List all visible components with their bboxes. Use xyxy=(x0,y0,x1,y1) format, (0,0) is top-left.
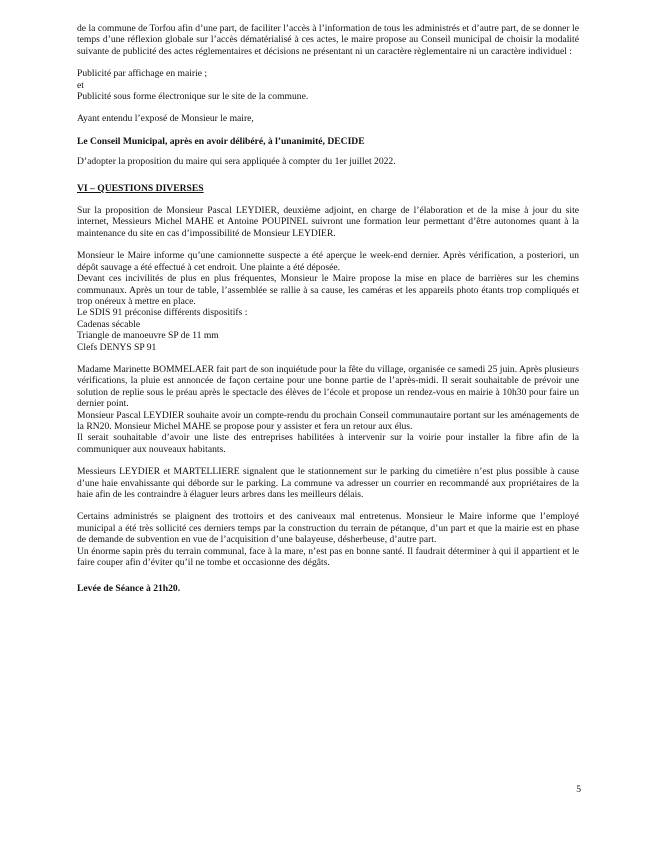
village-fete-paragraph: Madame Marinette BOMMELAER fait part de son inquiétude pour la fête du village, organisée ce samedi 25 juin. Après plusieurs vérifications, la pluie est annoncée de façon certaine pour une bonne partie de l’après-midi. Il serait souhaitable de prévoir une solution de replie sous le préau après le spectacle des élèves de l’école et propose un rendez-vous en mairie à 10h30 pour faire un dernier point. xyxy=(77,363,579,410)
page-number: 5 xyxy=(576,784,581,795)
sidewalks-paragraph: Certains administrés se plaignent des trottoirs et des caniveaux mal entretenus. Monsieur le Maire informe que l’employé municipal a été très sollicité ces derniers temps par la construction du terrain de pétanque, d’un part et que la mairie est en phase de demande de subvention en vue de l’acquisition d’une balayeuse, désherbeuse, d’autre part. xyxy=(77,511,579,546)
sdis-intro: Le SDIS 91 préconise différents dispositifs : xyxy=(77,307,248,319)
website-paragraph: Sur la proposition de Monsieur Pascal LEYDIER, deuxième adjoint, en charge de l’élaboration et de la mise à jour du site internet, Messieurs Michel MAHE et Antoine POUPINEL suivront une formation leur permettant d’être autonomes quant à la maintenance du site en cas d’impossibilité de Monsieur LEYDIER. xyxy=(77,205,579,239)
section-title: VI – QUESTIONS DIVERSES xyxy=(77,182,204,194)
fiber-paragraph: Il serait souhaitable d’avoir une liste des entreprises habilitées à intervenir sur la voirie pour installer la fibre afin de la communiquer aux nouveaux habitants. xyxy=(77,432,579,455)
rn20-paragraph: Monsieur Pascal LEYDIER souhaite avoir un compte-rendu du prochain Conseil communautaire portant sur les aménagements de la RN20. Monsieur Michel MAHE se propose pour y assister et fera un retour aux élus. xyxy=(77,409,579,432)
intro-paragraph: de la commune de Torfou afin d’une part, de faciliter l’accès à l’information de tous les administrés et d’autre part, de se donner le temps d’une réflexion globale sur l’accès dématérialisé à ces actes, le maire propose au Conseil municipal de choisir la modalité suivante de publicité des actes réglementaires et décisions ne présentant ni un caractère règlementaire ni un caractère individuel : xyxy=(77,23,579,57)
publicity-option-display: Publicité par affichage en mairie ; xyxy=(77,68,208,80)
adoption-statement: D’adopter la proposition du maire qui sera appliquée à compter du 1er juillet 2022. xyxy=(77,156,396,168)
hedge-paragraph: Messieurs LEYDIER et MARTELLIERE signalent que le stationnement sur le parking du cimetière n’est plus possible à cause d’une haie envahissante qui déborde sur le parking. La commune va adresser un courrier en recommandé aux propriétaires de la haie afin de les contraindre à élaguer leurs arbres dans les meilleurs délais. xyxy=(77,466,579,500)
device-item: Cadenas sécable xyxy=(77,318,141,330)
page-body xyxy=(77,23,579,595)
closing-line: Levée de Séance à 21h20. xyxy=(77,583,181,595)
device-item: Clefs DENYS SP 91 xyxy=(77,341,157,353)
council-decision: Le Conseil Municipal, après en avoir délibéré, à l’unanimité, DECIDE xyxy=(77,135,365,147)
publicity-option-electronic: Publicité sous forme électronique sur le site de la commune. xyxy=(77,91,309,103)
publicity-connector: et xyxy=(77,79,84,91)
van-paragraph: Monsieur le Maire informe qu’une camionnette suspecte a été aperçue le week-end dernier. Après vérification, a posteriori, un dépôt sauvage a été effectué à cet endroit. Une plainte a été déposée. xyxy=(77,250,579,273)
heard-statement: Ayant entendu l’exposé de Monsieur le maire, xyxy=(77,113,254,125)
barriers-paragraph: Devant ces incivilités de plus en plus fréquentes, Monsieur le Maire propose la mise en place de barrières sur les chemins communaux. Après un tour de table, l’assemblée se rallie à sa cause, les caméras et les appareils photo étants trop compliqués et trop onéreux à mettre en place. xyxy=(77,273,579,307)
fir-tree-paragraph: Un énorme sapin près du terrain communal, face à la mare, n’est pas en bonne santé. Il faudrait déterminer à qui il appartient et le faire couper afin d’éviter qu’il ne tombe et occasionne des dégâts. xyxy=(77,545,579,569)
device-item: Triangle de manoeuvre SP de 11 mm xyxy=(77,330,219,342)
